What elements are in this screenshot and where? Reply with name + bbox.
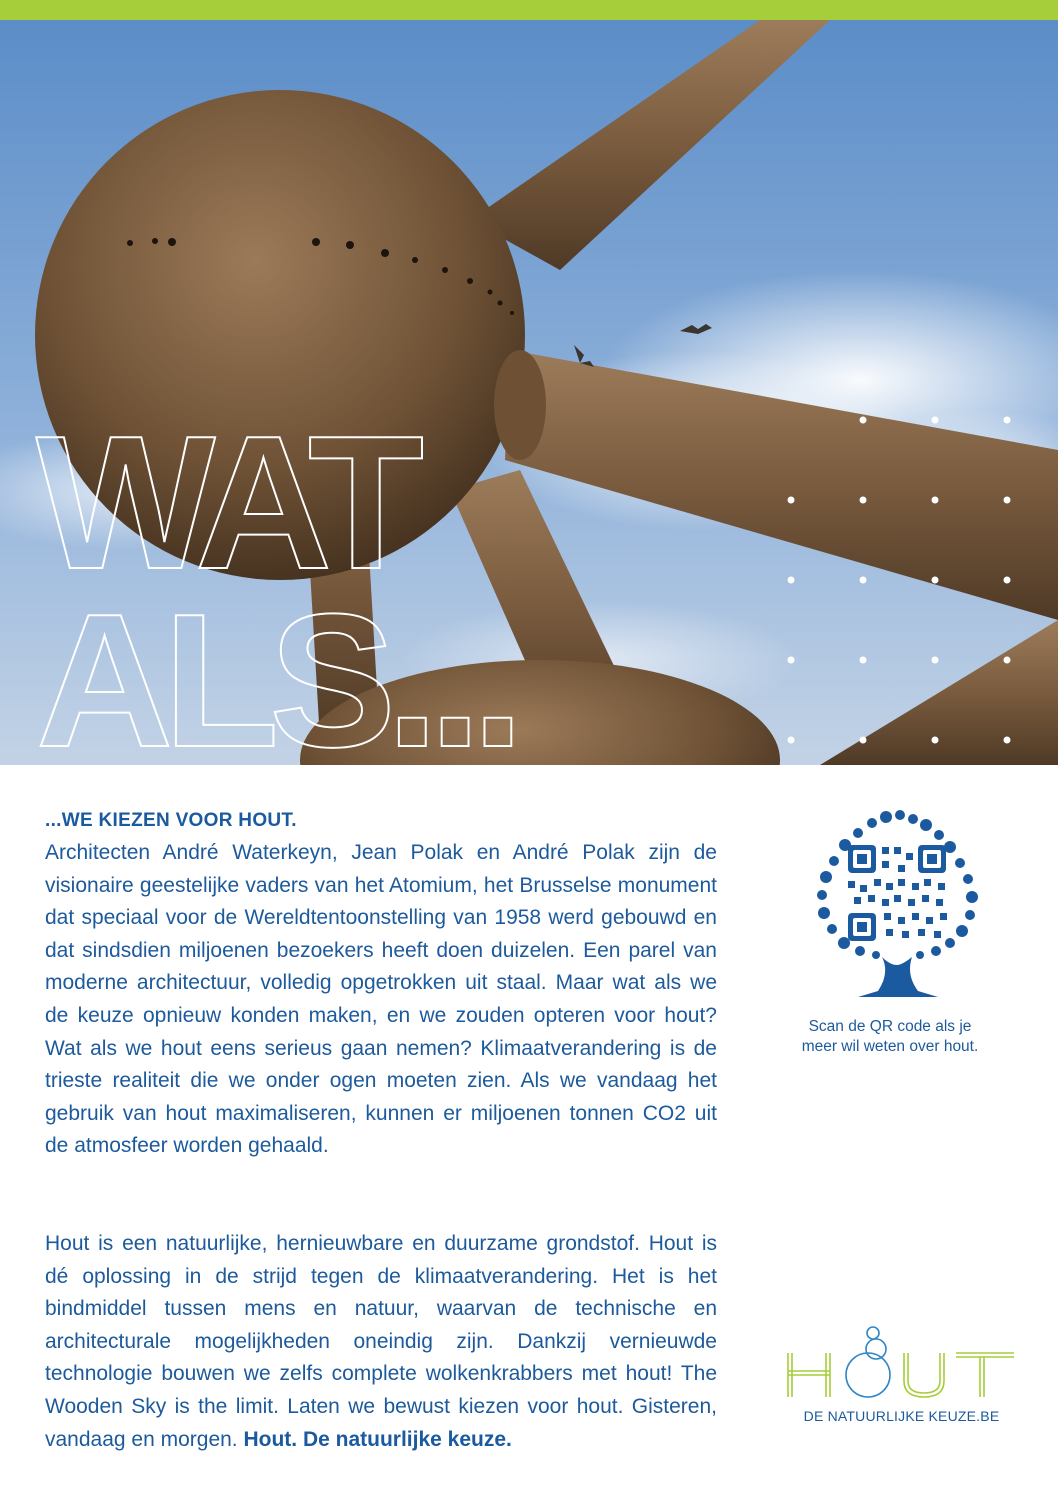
qr-tree-icon bbox=[798, 805, 983, 1000]
logo-caption: DE NATUURLIJKE KEUZE.BE bbox=[803, 1408, 1000, 1424]
top-accent-bar bbox=[0, 0, 1058, 20]
hero-headline-line1: WAT bbox=[36, 397, 415, 609]
intro-heading: ...WE KIEZEN VOOR HOUT. bbox=[45, 810, 297, 831]
qr-caption: Scan de QR code als je meer wil weten over hout. bbox=[801, 1018, 979, 1055]
tagline: Hout. De natuurlijke keuze. bbox=[243, 1427, 512, 1451]
body-paragraph-2-text: Hout is een natuurlijke, hernieuwbare en duurzame grondstof. Hout is dé oplossing in de strijd tegen de klimaatverandering. Het is het bindmiddel tussen mens en natuur, waarvan de technische en architecturale mogelijkheden oneindig zijn. Dankzij vernieuwde technologie bouwen we zelfs complete wolkenkrabbers met hout! The Wooden Sky is the limit. Laten we bewust kiezen voor hout. Gisteren, vandaag en morgen. bbox=[45, 1232, 717, 1451]
qr-code[interactable] bbox=[798, 805, 983, 1005]
hout-wordmark bbox=[784, 1325, 1019, 1405]
hero-image bbox=[0, 20, 1058, 765]
hero-headline-line2: ALS... bbox=[36, 575, 515, 765]
body-paragraph-2 bbox=[45, 1228, 717, 1456]
body-paragraph-1: Architecten André Waterkeyn, Jean Polak en André Polak zijn de visionaire geestelijke vaders van het Atomium, het Brusselse monument dat speciaal voor de Wereldtentoonstelling van 1958 werd gebouwd en dat sindsdien miljoenen bezoekers heeft doen duizelen. Een parel van moderne architectuur, volledig opgetrokken uit staal. Maar wat als we de keuze opnieuw konden maken, en we zouden opteren voor hout? Wat als we hout eens serieus gaan nemen? Klimaatverandering is de trieste realiteit die we onder ogen moeten zien. Als we vandaag het gebruik van hout maximaliseren, kunnen er miljoenen tonnen CO2 uit de atmosfeer worden gehaald. bbox=[45, 841, 717, 1158]
